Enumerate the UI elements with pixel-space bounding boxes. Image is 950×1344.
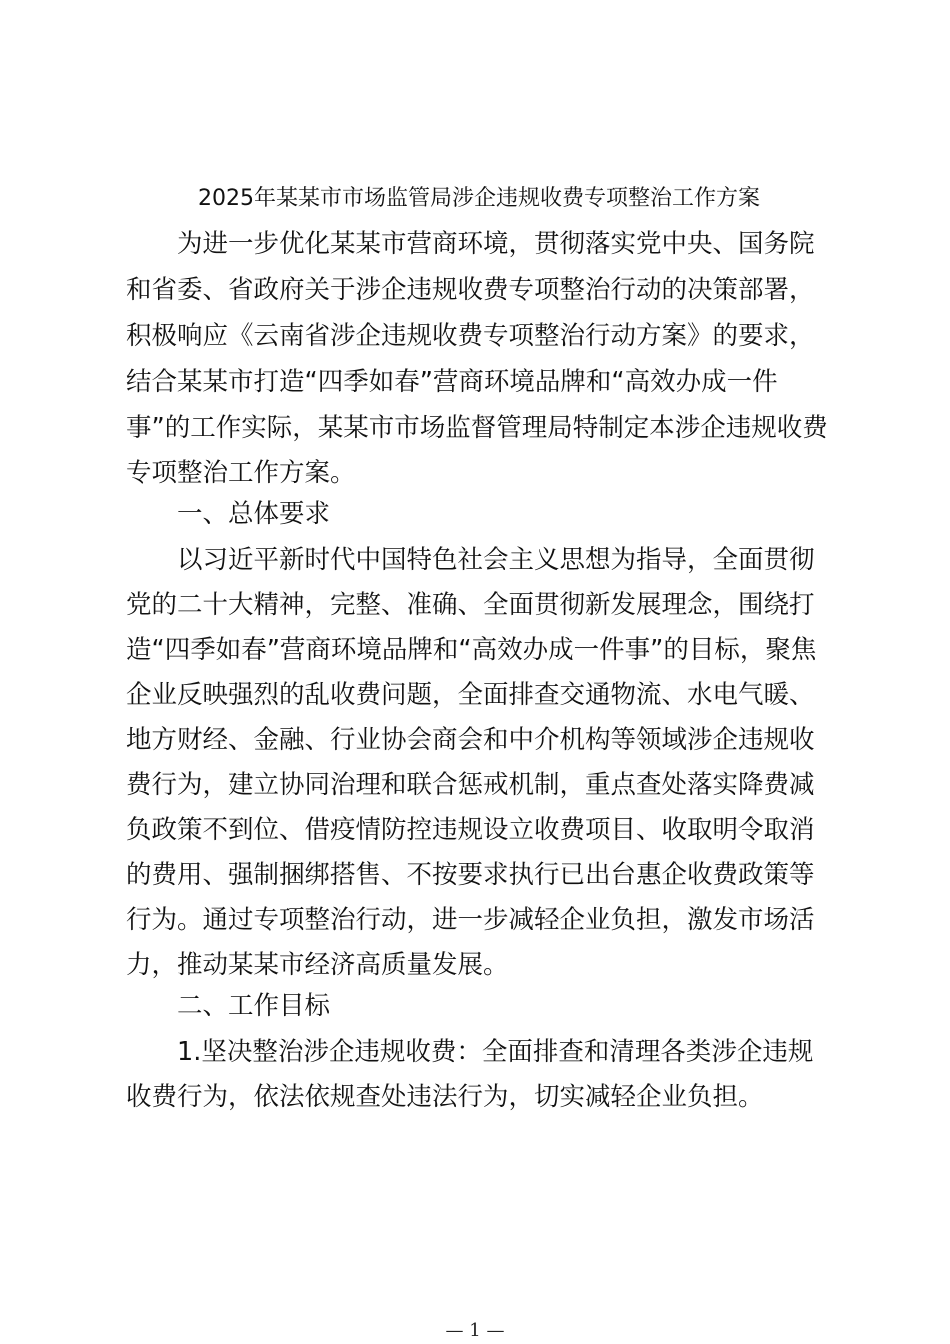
paragraph-line: 企业反映强烈的乱收费问题，全面排查交通物流、水电气暖、 (126, 680, 815, 710)
paragraph-line: 事”的工作实际，某某市市场监督管理局特制定本涉企违规收费 (126, 413, 828, 443)
paragraph-line: 以习近平新时代中国特色社会主义思想为指导，全面贯彻 (177, 545, 815, 575)
paragraph-line: 和省委、省政府关于涉企违规收费专项整治行动的决策部署， (126, 275, 815, 305)
paragraph-line: 费行为，建立协同治理和联合惩戒机制，重点查处落实降费减 (126, 770, 815, 800)
page-number: — 1 — (445, 1320, 505, 1341)
section-heading: 一、总体要求 (177, 499, 331, 529)
paragraph-line: 积极响应《云南省涉企违规收费专项整治行动方案》的要求， (126, 321, 815, 351)
paragraph-line: 党的二十大精神，完整、准确、全面贯彻新发展理念，围绕打 (126, 590, 815, 620)
paragraph-line: 结合某某市打造“四季如春”营商环境品牌和“高效办成一件 (126, 367, 778, 397)
paragraph-line: 地方财经、金融、行业协会商会和中介机构等领域涉企违规收 (126, 725, 815, 755)
paragraph-line: 力，推动某某市经济高质量发展。 (126, 950, 509, 980)
paragraph-line: 负政策不到位、借疫情防控违规设立收费项目、收取明令取消 (126, 815, 815, 845)
paragraph-line: 1.坚决整治涉企违规收费：全面排查和清理各类涉企违规 (177, 1037, 814, 1067)
paragraph-line: 为进一步优化某某市营商环境，贯彻落实党中央、国务院 (177, 229, 815, 259)
paragraph-line: 行为。通过专项整治行动，进一步减轻企业负担，激发市场活 (126, 905, 815, 935)
paragraph-line: 的费用、强制捆绑搭售、不按要求执行已出台惠企收费政策等 (126, 860, 815, 890)
paragraph-line: 造“四季如春”营商环境品牌和“高效办成一件事”的目标，聚焦 (126, 635, 817, 665)
section-heading: 二、工作目标 (177, 991, 331, 1021)
paragraph-line: 收费行为，依法依规查处违法行为，切实减轻企业负担。 (126, 1082, 764, 1112)
paragraph-line: 专项整治工作方案。 (126, 458, 356, 488)
document-title: 2025年某某市市场监管局涉企违规收费专项整治工作方案 (198, 186, 760, 211)
